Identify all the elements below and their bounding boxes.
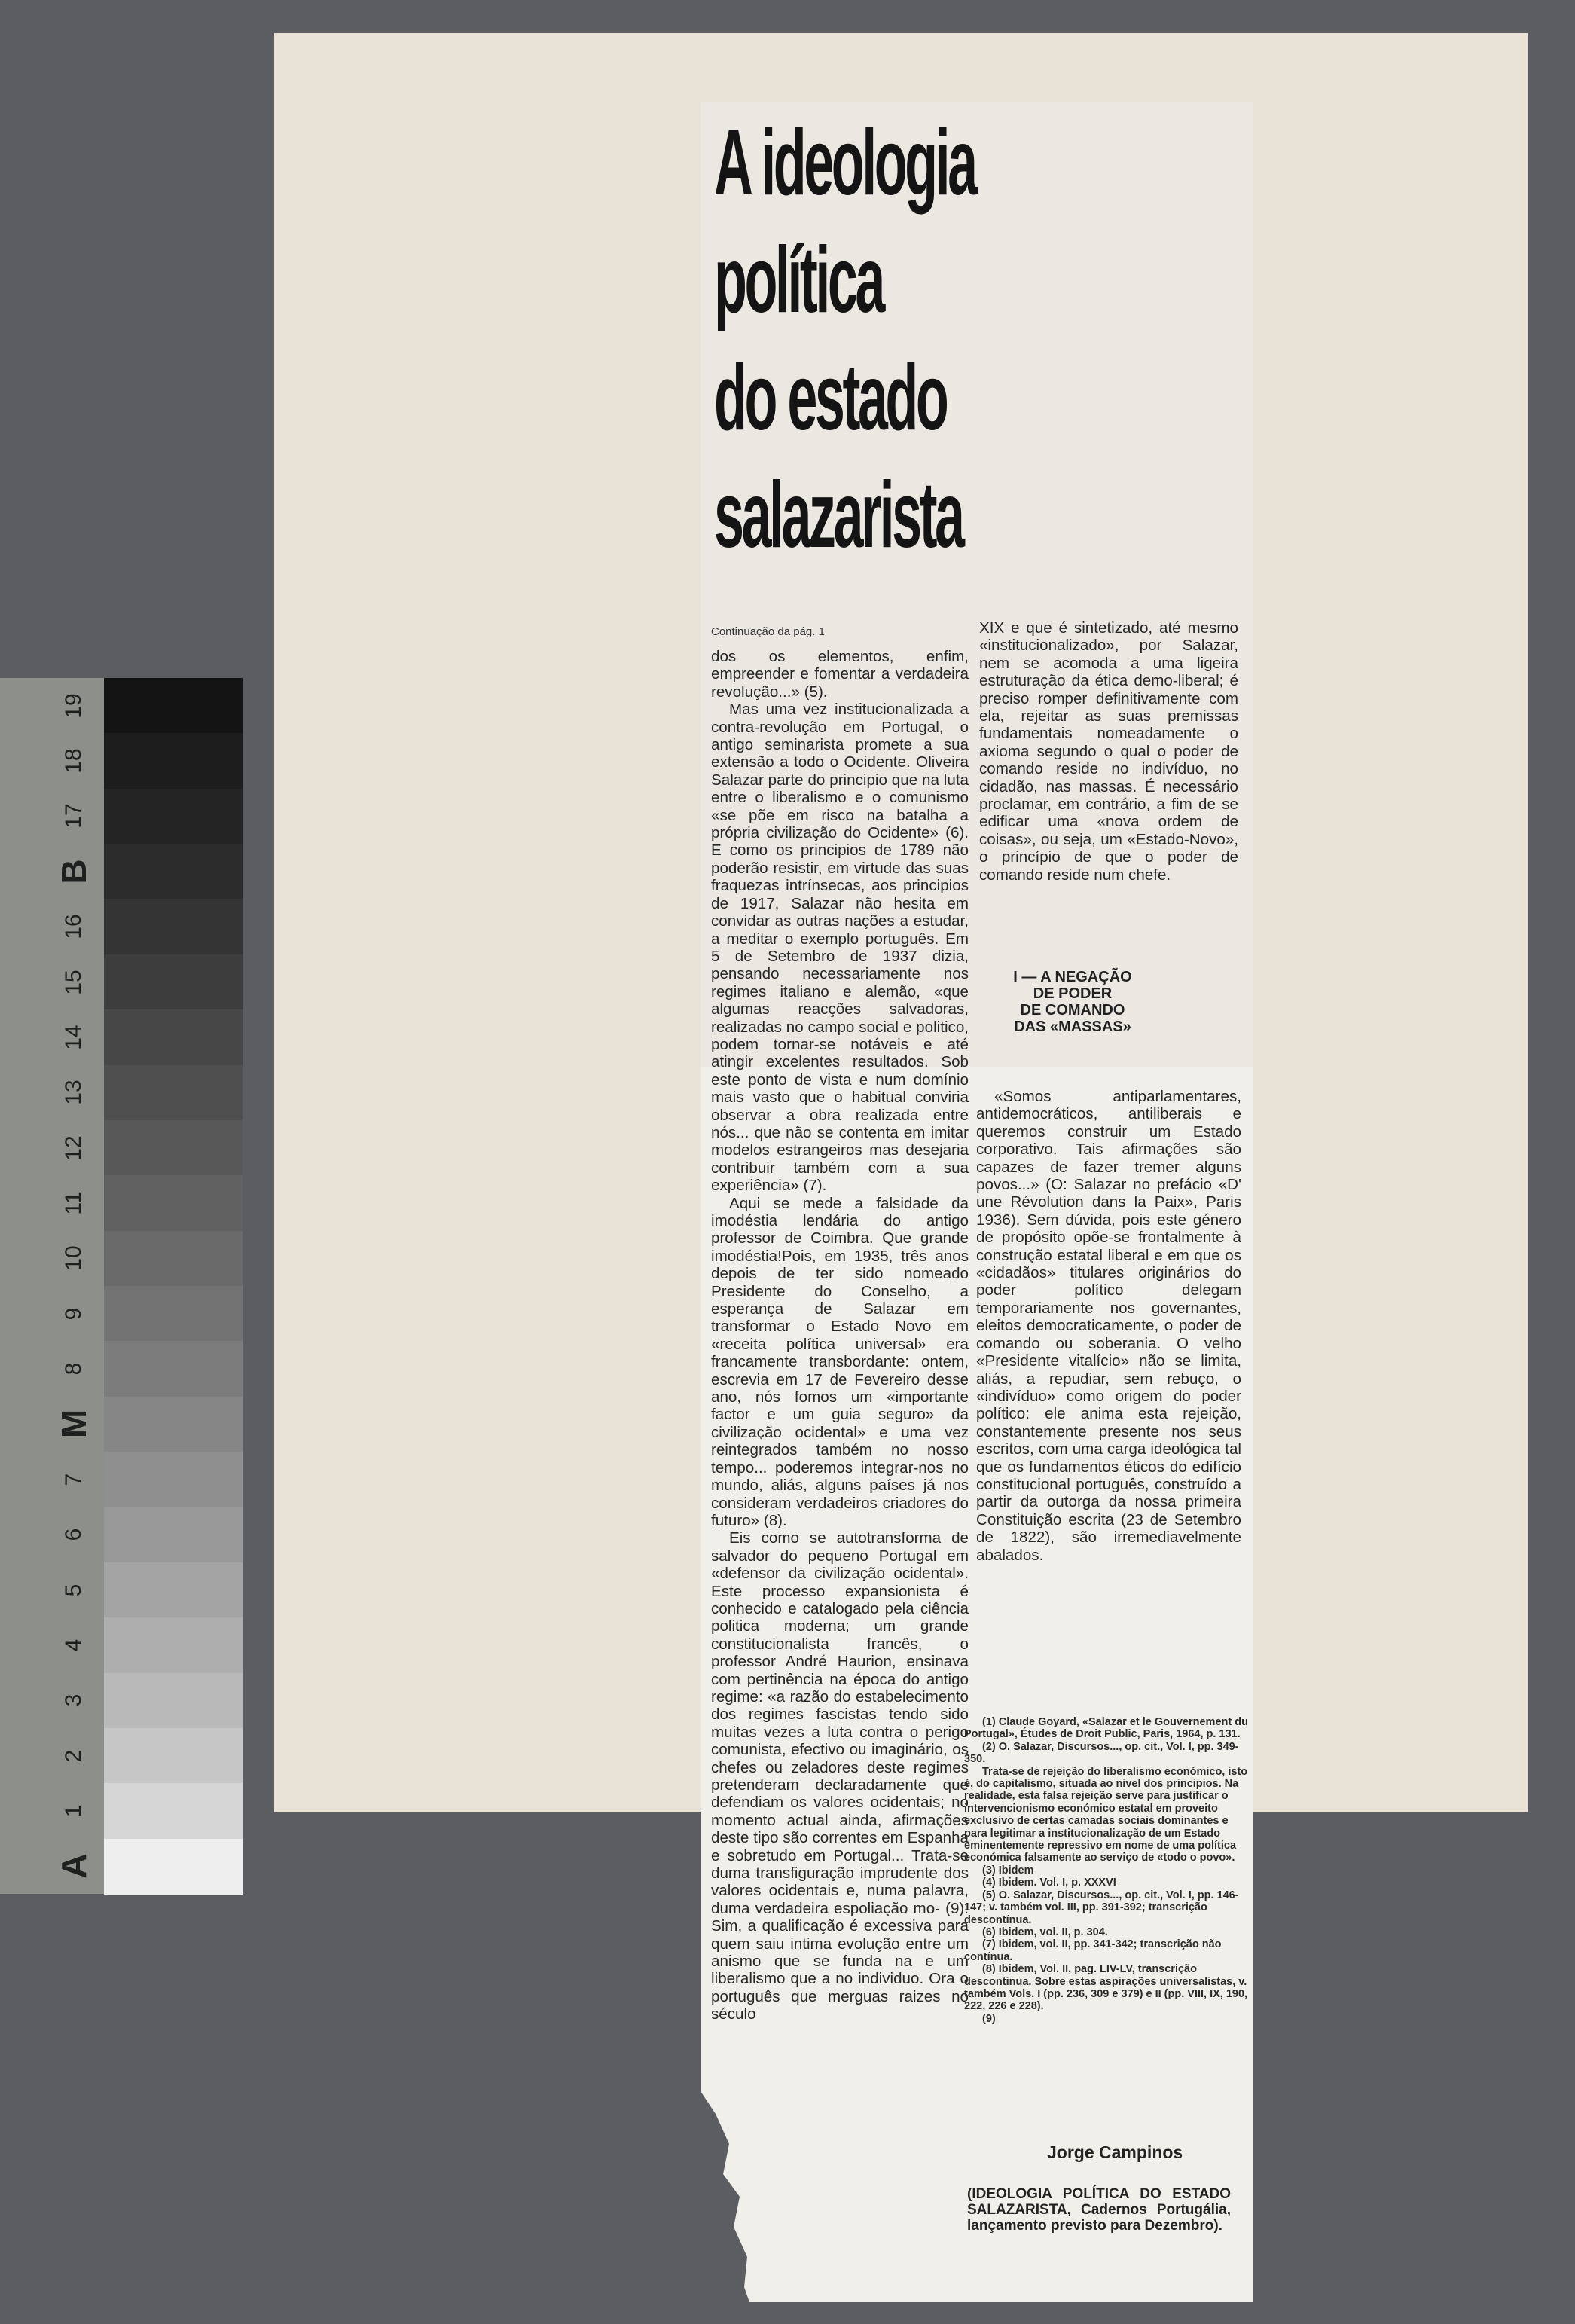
gray-patch [104,844,243,899]
headline-line: A ideologia [714,111,975,215]
headline-line: salazarista [714,463,963,567]
torn-edge [701,2091,813,2317]
section-heading [969,969,1177,1035]
paragraph: dos os elementos, enfim, empreender e fomentar a verdadeira revolução...» (5). [711,648,969,701]
scale-ruler [0,678,104,1894]
footnote: (3) Ibidem [982,1864,1034,1877]
footnote: (6) Ibidem, vol. II, p. 304. [982,1925,1108,1938]
gray-patch [104,733,243,789]
paragraph: Eis como se autotransforma de salvador do pequeno Portugal em «defensor da civilização ocidental». Este processo expansionista é conhecido e catalogado pela ciência politica moderna; um grande constitucionalista francês, o professor André Haurion, ensinava com pertinência na época do antigo regime: «a razão do estabelecimento dos regimes fascistas tendo sido muitas vezes a luta contra o perigo comunista, efectivo ou imaginário, os chefes ou zeladores deste regimes pretenderam declaradamente que defendiam os valores ocidentais; no momento actual ainda, afirmações deste tipo são correntes em Espanha e sobretudo em Portugal... Trata-se duma transfiguração imprudente dos valores ocidentais e, numa palavra, duma verdadeira espoliação mo- (9). Sim, a qualificação é excessiva para quem saiu intima evolução entre um anismo que se funda na e um liberalismo que a no individuo. Ora o português que merguas raizes no século [711,1529,969,2023]
section-heading-line: DE COMANDO [1020,1002,1125,1018]
gray-patch [104,1783,243,1839]
footnote: (4) Ibidem. Vol. I, p. XXXVI [982,1877,1116,1889]
gray-patch [104,1452,243,1507]
right-column-continued [976,1088,1241,1564]
scale-label: 6 [61,1528,86,1541]
gray-patch [104,1120,243,1176]
scale-label: 13 [61,1080,86,1105]
headline-line: do estado [714,346,947,450]
left-column [711,648,969,2023]
scale-label: 2 [61,1749,86,1762]
gray-patch [104,1065,243,1121]
gray-patch [104,1673,243,1729]
gray-patch [104,789,243,844]
gray-patch [104,954,243,1010]
right-column [979,619,1238,884]
scale-label: 11 [61,1191,86,1215]
scale-label: 15 [61,969,86,995]
scale-label: 3 [61,1693,86,1707]
gray-patch [104,1397,243,1452]
gray-patch [104,1562,243,1618]
section-heading-line: DAS «MASSAS» [1014,1018,1131,1035]
footnote: (9) [982,2012,996,2025]
scale-label: 19 [61,692,86,719]
footnotes [964,1716,1253,2025]
scale-label: 18 [61,748,86,774]
gray-patch [104,1175,243,1231]
paragraph: XIX e que é sintetizado, até mesmo «institucionalizado», por Salazar, nem se acomoda a uma ligeira estruturação da ética demo-liberal; é preciso romper definitivamente com ela, rejeitar as suas premissas fundamentais nomeadamente o axioma segundo o qual o poder de comando reside no indivíduo, no cidadão, nas massas. É necessário proclamar, em contrário, a fim de se edificar uma «nova ordem de coisas», ou seja, um «Estado-Novo», o princípio de que o poder de comando reside num chefe. [979,619,1238,884]
gray-patch [104,899,243,954]
footnote: (1) Claude Goyard, «Salazar et le Gouvernement du Portugal», Études de Droit Public, Paris, 1964, p. 131. [964,1716,1248,1741]
scale-label: 5 [61,1583,86,1596]
footnote: (5) O. Salazar, Discursos..., op. cit., Vol. I, pp. 146-147; v. também vol. III, pp. 391-392; transcrição descontínua. [964,1889,1239,1926]
paragraph: Aqui se mede a falsidade da imodéstia lendária do antigo professor de Coimbra. Que grande imodéstia!Pois, em 1935, três anos depois de ter sido nomeado Presidente do Conselho, a esperança de Salazar em transformar o Estado Novo em «receita política universal» era francamente transbordante: ontem, escrevia em 17 de Fevereiro desse ano, nós fomos um «importante factor e um guia seguro» da civilização ocidental» e uma vez reintegrados também no nosso tempo... poderemos integrar-nos no mundo, aliás, alguns países já nos consideram verdadeiros criadores do futuro» (8). [711,1194,969,1529]
scale-label: 17 [61,803,86,829]
color-scale [0,678,243,1894]
scale-label: B [54,859,93,884]
scale-label: 12 [61,1135,86,1161]
gray-patch [104,1341,243,1397]
footnote: (8) Ibidem, Vol. II, pag. LIV-LV, transcrição descontinua. Sobre estas aspirações universalistas, v. também Vols. I (pp. 236, 309 e 379) e II (pp. VIII, IX, 190, 222, 226 e 228). [964,1963,1248,2013]
article-headline [714,104,1020,574]
footnote: Trata-se de rejeição do liberalismo económico, isto é, do capitalismo, situada ao nivel dos principios. Na realidade, esta falsa rejeição serve para justificar o intervencionismo económico estatal em proveito exclusivo de certas camadas sociais dominantes e para legitimar a institucionalização de um Estado eminentemente repressivo em nome de uma política económica falsamente ao serviço de «todo o povo». [964,1765,1248,1864]
gray-patch [104,1286,243,1342]
scale-label: 9 [61,1307,86,1321]
gray-patch [104,1617,243,1673]
section-heading-line: DE PODER [1033,985,1113,1002]
scale-label: M [54,1409,93,1439]
gray-patch [104,1728,243,1784]
scale-label: 1 [61,1804,86,1818]
scale-label: 8 [61,1362,86,1376]
section-heading-line: I — A NEGAÇÃO [1013,969,1132,985]
paragraph: «Somos antiparlamentares, antidemocráticos, antiliberais e queremos construir um Estado corporativo. Tais afirmações são capazes de fazer tremer alguns povos...» (O: Salazar no prefácio «D' une Révolution dans la Paix», Paris 1936). Sem dúvida, pois este género de propósito opõe-se frontalmente à construção estatal liberal e em que os «cidadãos» titulares originários do poder político delegam temporariamente nos governantes, eleitos democraticamente, o poder de comando ou soberania. O velho «Presidente vitalício» não se limita, aliás, a repudiar, sem rebuço, o «indivíduo» como origem do poder político: ele anima esta rejeição, constantemente presente nos seus escritos, com uma carga ideológica tal que os fundamentos éticos do edifício constitucional português, construído a partir da outorga da nossa primeira Constituição escrita (23 de Setembro de 1822), são irremediavelmente abalados. [976,1088,1241,1564]
publication-note: (IDEOLOGIA POLÍTICA DO ESTADO SALAZARISTA, Cadernos Portugália, lançamento previsto para Dezembro). [967,2186,1231,2234]
scale-label: 14 [61,1025,86,1050]
author-name: Jorge Campinos [1047,2142,1183,2162]
scale-label: 4 [61,1638,86,1652]
footnote: (7) Ibidem, vol. II, pp. 341-342; transcrição não contínua. [964,1938,1222,1963]
newspaper-clipping [701,102,1253,2302]
scale-label: A [54,1853,93,1879]
gray-patch [104,1839,243,1895]
gray-patch [104,1231,243,1287]
continuation-note: Continuação da pág. 1 [711,625,825,638]
paragraph: Mas uma vez institucionalizada a contra-revolução em Portugal, o antigo seminarista promete a sua extensão a todo o Ocidente. Oliveira Salazar parte do principio que na luta entre o liberalismo e o comunismo «se põe em risco na batalha a própria civilização do Ocidente» (6). E como os principios de 1789 não poderão resistir, em virtude das suas fraquezas intrínsecas, aos principios de 1917, Salazar não hesita em convidar as outras nações a estudar, a meditar o exemplo português. Em 5 de Setembro de 1937 dizia, pensando necessariamente nos regimes italiano e alemão, «que algumas reacções salvadoras, realizadas no campo social e politico, podem tornar-se notáveis e até atingir excelentes resultados. Sob este ponto de vista e num domínio mais vasto que o habitual conviria observar a obra realizada entre nós... que não se contenta em imitar modelos estrangeiros mas desejaria contribuir também com a sua experiência» (7). [711,701,969,1195]
headline-line: política [714,228,883,332]
gray-patch [104,1009,243,1065]
scale-label: 10 [61,1245,86,1271]
scale-label: 16 [61,914,86,939]
footnote: (2) O. Salazar, Discursos..., op. cit., Vol. I, pp. 349-350. [964,1740,1239,1766]
gray-patch [104,678,243,734]
scale-label: 7 [61,1473,86,1486]
gray-patch [104,1507,243,1562]
